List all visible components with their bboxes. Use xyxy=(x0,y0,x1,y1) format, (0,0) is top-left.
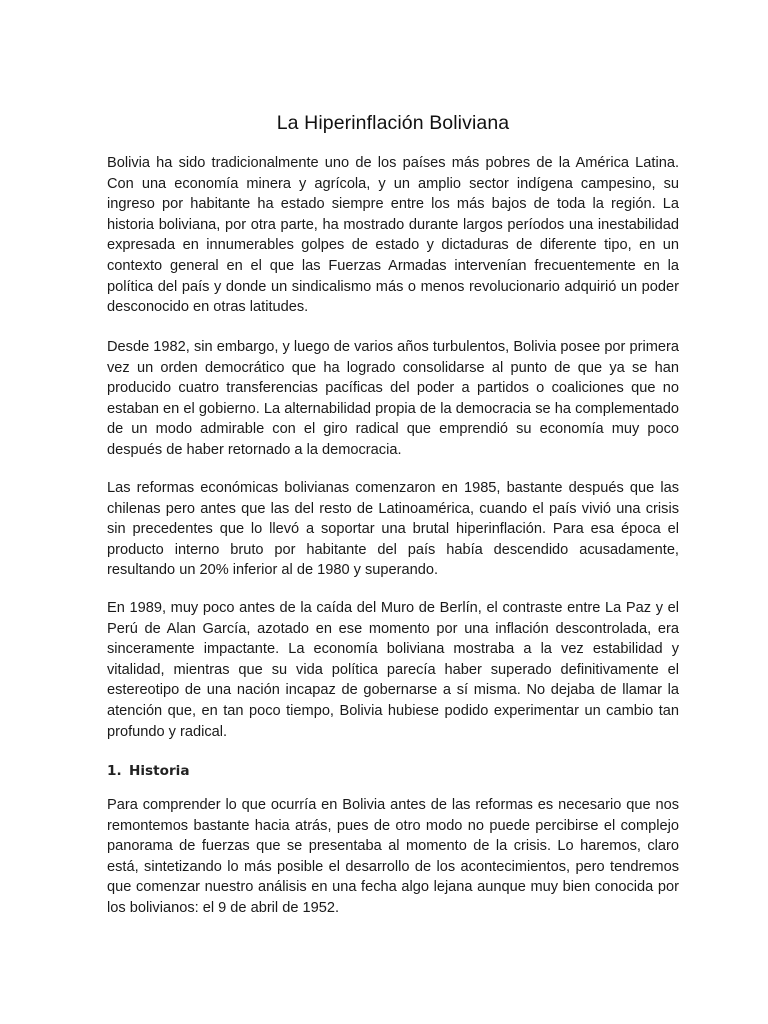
paragraph-history: Para comprender lo que ocurría en Bolivia antes de las reformas es necesario que nos remontemos bastante hacia atrás, pues de otro modo no puede percibirse el complejo panorama de fuerzas que se presentaba al momento de la crisis. Lo haremos, claro está, sintetizando lo más posible el desarrollo de los acontecimientos, pero tendremos que comenzar nuestro análisis en una fecha algo lejana aunque muy bien conocida por los bolivianos: el 9 de abril de 1952. xyxy=(107,797,679,916)
section-number: 1. xyxy=(107,763,122,779)
paragraph-intro: Bolivia ha sido tradicionalmente uno de los países más pobres de la América Latina. Con una economía minera y agrícola, y un amplio sector indígena campesino, su ingreso por habitante ha estado siempre entre los más bajos de toda la región. La historia boliviana, por otra parte, ha mostrado durante largos períodos una inestabilidad expresada en innumerables golpes de estado y dictaduras de diferente tipo, en un contexto general en el que las Fuerzas Armadas intervenían frecuentemente en la política del país y donde un sindicalismo más o menos revolucionario adquirió un poder desconocido en otras latitudes. xyxy=(107,155,679,316)
section-heading xyxy=(107,761,679,781)
paragraph-democracy: Desde 1982, sin embargo, y luego de varios años turbulentos, Bolivia posee por primera vez un orden democrático que ha logrado consolidarse al punto de que ya se han producido cuatro transferencias pacíficas del poder a partidos o coaliciones que no estaban en el gobierno. La alternabilidad propia de la democracia se ha complementado de un modo admirable con el giro radical que emprendió su economía muy poco después de haber retornado a la democracia. xyxy=(107,339,679,458)
paragraph-contrast: En 1989, muy poco antes de la caída del Muro de Berlín, el contraste entre La Paz y el Perú de Alan García, azotado en ese momento por una inflación descontrolada, era sinceramente impactante. La economía boliviana mostraba a la vez estabilidad y vitalidad, mientras que su vida política parecía haber superado definitivamente el estereotipo de una nación incapaz de gobernarse a sí misma. No dejaba de llamar la atención que, en tan poco tiempo, Bolivia hubiese podido experimentar un cambio tan profundo y radical. xyxy=(107,600,679,740)
paragraph-reforms: Las reformas económicas bolivianas comenzaron en 1985, bastante después que las chilenas pero antes que las del resto de Latinoamérica, cuando el país vivió una crisis sin precedentes que lo llevó a soportar una brutal hiperinflación. Para esa época el producto interno bruto por habitante del país había descendido acusadamente, resultando un 20% inferior al de 1980 y superando. xyxy=(107,480,679,579)
document-title: La Hiperinflación Boliviana xyxy=(276,112,510,134)
section-title: Historia xyxy=(129,763,190,779)
